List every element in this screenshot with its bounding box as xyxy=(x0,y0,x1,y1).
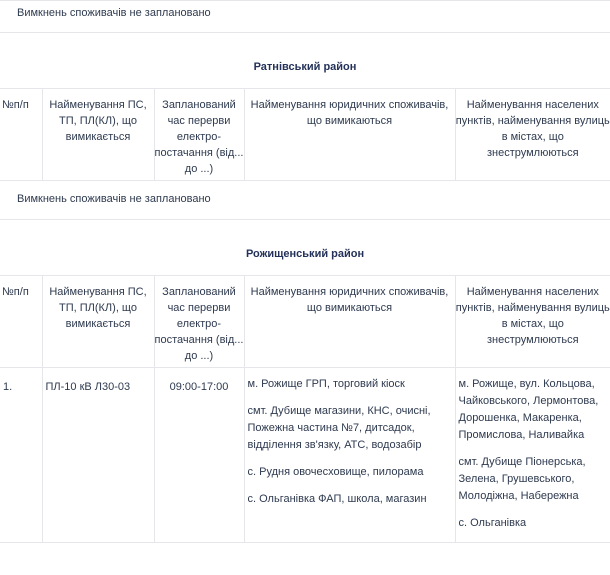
consumer-item: с. Ольганівка ФАП, школа, магазин xyxy=(247,493,427,505)
top-notice-row xyxy=(0,1,610,33)
row-time: 09:00-17:00 xyxy=(154,368,244,543)
header-time: Запланований час перерви електро-постачання (від... до ...) xyxy=(154,89,244,181)
district-row xyxy=(0,220,610,276)
consumer-item: м. Рожище ГРП, торговий кіоск xyxy=(247,378,405,390)
header-time: Запланований час перерви електро-постачання (від... до ...) xyxy=(154,276,244,368)
settlement-item: смт. Дубище Піонерська, Зелена, Грушевського, Молодіжна, Набережна xyxy=(458,456,586,502)
notice-row xyxy=(0,181,610,220)
district-row xyxy=(0,33,610,89)
row-ps: ПЛ-10 кВ Л30-03 xyxy=(42,368,154,543)
row-settlements xyxy=(455,368,610,543)
no-outages-notice: Вимкнень споживачів не заплановано xyxy=(0,1,610,33)
table-row xyxy=(0,368,610,543)
header-ps: Найменування ПС, ТП, ПЛ(КЛ), що вимикається xyxy=(42,89,154,181)
header-consumers: Найменування юридичних споживачів, що вимикаються xyxy=(244,276,455,368)
consumer-item: смт. Дубище магазини, КНС, очисні, Пожежна частина №7, дитсадок, відділення зв'язку, АТС, водозабір xyxy=(247,405,431,451)
header-row xyxy=(0,89,610,181)
row-num: 1. xyxy=(0,368,42,543)
settlement-item: м. Рожище, вул. Кольцова, Чайковського, Лермонтова, Дорошенка, Макаренка, Промислова, Наливайка xyxy=(458,378,599,441)
header-ps: Найменування ПС, ТП, ПЛ(КЛ), що вимикається xyxy=(42,276,154,368)
consumer-item: с. Рудня овочесховище, пилорама xyxy=(247,466,424,478)
no-outages-notice: Вимкнень споживачів не заплановано xyxy=(0,181,610,220)
header-consumers: Найменування юридичних споживачів, що вимикаються xyxy=(244,89,455,181)
header-settlements: Найменування населених пунктів, найменування вулиць в містах, що знеструмлюються xyxy=(455,89,610,181)
row-consumers xyxy=(244,368,455,543)
header-num: №п/п xyxy=(0,89,42,181)
district-title-rozhyshchenskyi: Рожищенський район xyxy=(0,220,610,276)
header-num: №п/п xyxy=(0,276,42,368)
header-settlements: Найменування населених пунктів, найменування вулиць в містах, що знеструмлюються xyxy=(455,276,610,368)
header-row xyxy=(0,276,610,368)
settlement-item: с. Ольганівка xyxy=(458,517,527,529)
district-title-ratnivskyi: Ратнівський район xyxy=(0,33,610,89)
